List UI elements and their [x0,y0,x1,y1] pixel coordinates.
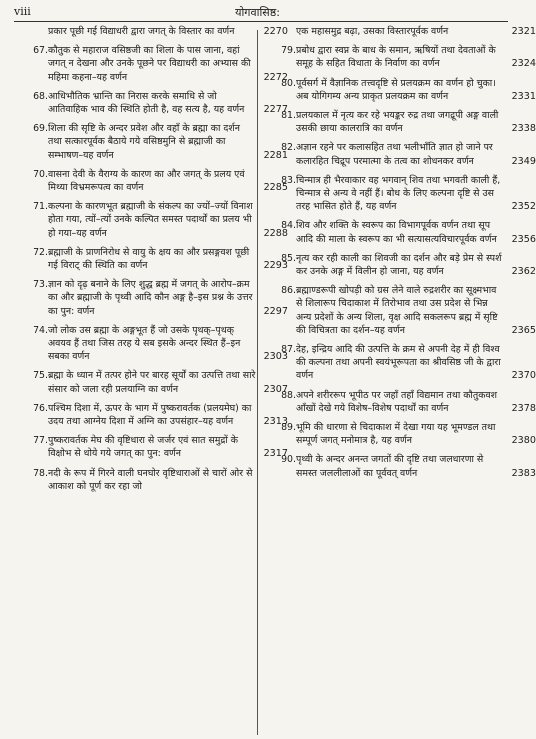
page-number: 2356 [511,233,536,245]
toc-entry [276,389,536,415]
page-number: 2307 [263,383,288,395]
chapter-number: 83. [281,174,296,186]
chapter-number: 71. [33,201,48,213]
page-number: 2383 [511,467,536,479]
toc-entry [28,467,260,493]
chapter-number: 87. [281,344,296,356]
chapter-title: ब्रह्माण्डरूपी खोपड़ी को ग्रस लेने वाले रुद्रशरीर का सूक्ष्मभाव से शिलारूप चिदाकाश में तिरोभाव तथा उस प्रदेश से भिन्न अन्य प्रदेशों के अन्य शिला, वृक्ष आदि सकलरूप ब्रह्म में सृष्टि की विचित्रता का दर्शन–यह वर्णन [296,285,498,336]
page-header [0,0,515,22]
page-number: 2331 [511,90,536,102]
page-number: 2297 [263,305,288,317]
toc-entry [276,44,536,70]
chapter-title: पश्चिम दिशा में, ऊपर के भाग में पुष्करावर्तक (प्रलयमेघ) का उदय तथा आग्नेय दिशा में अग्नि का उपसंहार–यह वर्णन [48,402,252,428]
chapter-number: 88. [281,389,296,401]
chapter-number: 69. [33,123,48,135]
chapter-title: चिन्मात्र ही भैरवाकार वह भगवान् शिव तथा भगवती काली हैं, चिन्मात्र से अन्य वे नहीं हैं। बोध के लिए कल्पना दृष्टि से उस तरह भासित होते हैं, यह वर्णन [296,174,501,213]
page-number: 2352 [511,201,536,213]
chapter-title: कौतुक से महाराज वसिष्ठजी का शिला के पास जाना, वहां जगत् न देखना और उनके पूछने पर विद्याधरी का अभ्यास की महिमा कहना–यह वर्णन [48,45,251,83]
chapter-number: 81. [281,110,296,122]
chapter-number: 90. [281,454,296,466]
left-column [28,25,288,499]
toc-entry [28,200,288,240]
page-number: 2313 [263,416,288,428]
page-number: 2293 [263,260,288,272]
page-number: 2270 [263,26,288,37]
chapter-title: प्रलयकाल में नृत्य कर रहे भयङ्कर रुद्र तथा जगद्रूपी अङ्ग वाली उसकी छाया कालरात्रि का वर्णन [296,110,499,135]
toc-entry [28,369,288,395]
chapter-number: 86. [281,285,296,297]
chapter-number: 82. [281,142,296,154]
toc-entry [28,90,288,116]
chapter-title: प्रबोध द्वारा स्वप्न के बाध के समान, ऋषियों तथा देवताओं के समूह के सहित विधाता के निर्वाण का वर्णन [296,45,496,70]
chapter-title: ब्रह्माजी के प्राणनिरोध से वायु के क्षय का और प्रसङ्गवश पूछी गई विराट् की स्थिति का वर्णन [48,246,250,272]
page-number: 2338 [511,123,536,135]
chapter-title: जो लोक उस ब्रह्मा के अङ्गभूत हैं जो उसके पृथक्–पृथक् अवयव हैं तथा जिस तरह ये सब इसके अन्दर स्थित हैं–इन सबका वर्णन [48,324,241,363]
chapter-title: पृथ्वी के अन्दर अनन्त जगतों की दृष्टि तथा जलधारणा से समस्त जललीलाओं का पूर्ववत् वर्णन [296,454,484,479]
chapter-title: पुष्करावर्तक मेघ की वृष्टिधारा से जर्जर एवं सात समुद्रों के विक्षोभ से धोये गये जगत् का पुन: वर्णन [48,435,238,460]
page-number: 2288 [263,227,288,239]
toc-entry [276,421,536,447]
chapter-title: शिला की सृष्टि के अन्दर प्रवेश और वहाँ के ब्रह्मा का दर्शन तथा सत्कारपूर्वक बैठाये गये वसिष्ठमुनि से ब्रह्माजी का सम्भाषण–यह वर्णन [48,123,240,161]
page-number: 2272 [263,71,288,83]
chapter-title: नदी के रूप में गिरने वाली घनघोर वृष्टिधाराओं से चारों ओर से आकाश को पूर्ण कर रहा जो [48,467,253,492]
page-number: 2324 [511,58,536,70]
chapter-title: कल्पना के कारणभूत ब्रह्माजी के संकल्प का ज्यों–ज्यों विनाश होता गया, त्यों–त्यों उनके कल्पित समस्त पदार्थों का प्रलय भी हो गया–यह वर्णन [48,201,253,239]
chapter-number: 72. [33,246,48,258]
right-column [276,25,536,486]
toc-entry [28,246,288,272]
chapter-number: 77. [33,435,48,447]
chapter-number: 80. [281,77,296,89]
toc-entry [276,25,536,38]
toc-entry [276,343,536,383]
chapter-title: नृत्य कर रही काली का शिवजी का दर्शन और बड़े प्रेम से स्पर्श कर उनके अङ्ग में विलीन हो जाना, यह वर्णन [296,252,502,278]
chapter-number: 73. [33,279,48,291]
chapter-title: आधिभौतिक भ्रान्ति का निरास करके समाधि से जो आतिवाहिक भाव की स्थिति होती है, वह सत्य है, यह वर्णन [48,90,245,116]
chapter-title: शिव और शक्ति के स्वरूप का विभागपूर्वक वर्णन तथा सूप आदि की माला के स्वरूप का भी सत्यासत्यविचारपूर्वक वर्णन [296,220,497,245]
toc-entry [276,174,536,214]
chapter-title: वासना देवी के वैराग्य के कारण का और जगत् के प्रलय एवं मिथ्या विभ्रमरूपत्व का वर्णन [48,168,245,194]
toc-entry [276,141,536,167]
page-numeral: viii [14,5,31,18]
page-number: 2285 [263,182,288,194]
toc-entry [28,44,288,84]
toc-entry [28,324,288,364]
toc-entry [28,25,288,38]
chapter-number: 76. [33,402,48,414]
toc-entry [28,122,288,162]
page-number: 2281 [263,149,288,161]
chapter-title: अपने शरीररूप भूपीठ पर जहाँ तहाँ विद्यमान तथा कौतुकवश आँखों देखे गये विशेष–विशेष पदार्थों का वर्णन [296,389,497,414]
chapter-title: देह, इन्द्रिय आदि की उत्पत्ति के क्रम से अपनी देह में ही विश्व की कल्पना तथा अपनी स्वयंभूरूपता का श्रीवसिष्ठ जी के द्वारा वर्णन [296,344,501,382]
page-number: 2365 [511,324,536,336]
page-number: 2303 [263,351,288,363]
chapter-title: ब्रह्मा के ध्यान में तत्पर होने पर बारह सूर्यों का उत्पत्ति तथा सारे संसार को जला रही प्रलयाग्नि का वर्णन [48,370,256,395]
running-title: योगवासिष्ठ: [235,6,280,19]
page-number: 2349 [511,155,536,167]
chapter-title: एक महासमुद्र बढ़ा, उसका विस्तारपूर्वक वर्णन [296,26,449,37]
chapter-number: 85. [281,252,296,264]
toc-entry [276,453,536,479]
toc-entry [276,284,536,337]
chapter-title: प्रकार पूछी गई विद्याधरी द्वारा जगत् के विस्तार का वर्णन [48,26,235,37]
chapter-title: भूमि की धारणा से चिदाकाश में देखा गया यह भूमण्डल तथा सम्पूर्ण जगत् मनोमात्र है, यह वर्णन [296,422,496,447]
toc-entry [276,219,536,245]
toc-entry [28,402,288,428]
chapter-number: 70. [33,168,48,180]
page-number: 2362 [511,266,536,278]
chapter-number: 78. [33,467,48,479]
toc-entry [28,278,288,318]
page-number: 2277 [263,104,288,116]
chapter-title: अज्ञान रहने पर कलासहित तथा भलीभाँति ज्ञात हो जाने पर कलारहित चिद्रूप परमात्मा के तत्व का शोधनकर वर्णन [296,142,493,167]
chapter-number: 84. [281,220,296,232]
chapter-number: 75. [33,370,48,382]
chapter-number: 79. [281,45,296,57]
header-rule [14,21,508,22]
toc-entry [276,109,536,135]
chapter-number: 67. [33,45,48,57]
chapter-number: 68. [33,90,48,102]
page-number: 2317 [263,448,288,460]
toc-entry [28,168,288,194]
chapter-title: पूर्वसर्ग में वैज्ञानिक तत्त्वदृष्टि से प्रलयक्रम का वर्णन हो चुका। अब योगिगम्य अन्य प्राकृत प्रलयक्रम का वर्णन [296,77,496,102]
chapter-title: ज्ञान को दृढ़ बनाने के लिए शुद्ध ब्रह्म में जगत् के आरोप–क्रम का और ब्रह्माजी के पृथ्वी आदि कौन अङ्ग है–इस प्रश्न के उत्तर का पुन: वर्णन [48,279,253,317]
page-number: 2321 [511,26,536,37]
toc-entry [28,434,288,460]
toc-entry [276,252,536,278]
toc-entry [276,77,536,103]
page-number: 2370 [511,370,536,382]
page-number: 2380 [511,435,536,447]
chapter-number: 74. [33,324,48,336]
page-number: 2378 [511,402,536,414]
chapter-number: 89. [281,422,296,434]
